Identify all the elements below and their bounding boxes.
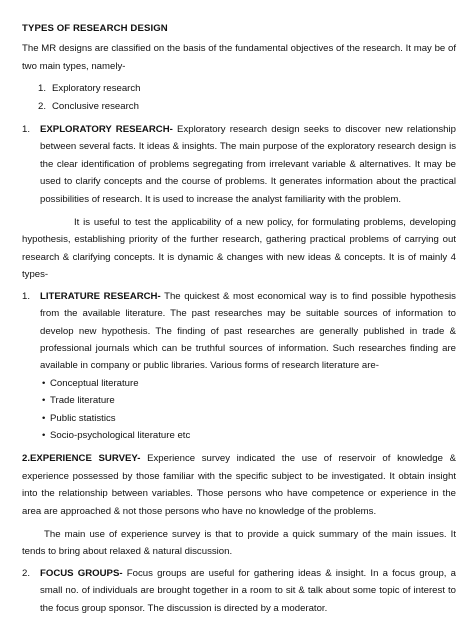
section-title: 2.EXPERIENCE SURVEY- (22, 453, 141, 465)
list-item-label: Conclusive research (52, 100, 139, 112)
experience-main-use-paragraph: The main use of experience survey is that to provide a quick summary of the main issues. It tends to bring about relaxed & natural discussion. (22, 528, 456, 558)
section-number: 1. (22, 124, 31, 136)
section-text: The quickest & most economical way is to find possible hypothesis from the available literature. The past researches may be suitable sources of information to develop new hypothesis. The finding of past researches are generally published in trade & professional journals which can be truthful sources of information. Such researches finding are available in company or public libraries. Various forms of research literature are- (40, 290, 456, 372)
section-title: LITERATURE RESEARCH- (40, 290, 161, 302)
section-text: Experience survey indicated the use of reservoir of knowledge & experience possessed by those familiar with the specific subject to be investigated. It obtain insight into the relationship between variables. Those persons who have competence or experience in the area are approached & not those persons who have no knowledge of the problems. (22, 453, 456, 517)
literature-forms-list (22, 375, 456, 445)
list-item (42, 392, 456, 409)
list-item-label: Trade literature (50, 395, 115, 407)
list-item (38, 80, 456, 97)
section-title: FOCUS GROUPS- (40, 567, 123, 579)
focus-section (22, 565, 456, 617)
literature-section (22, 288, 456, 375)
list-item (42, 375, 456, 392)
types-list (22, 80, 456, 115)
bullet-icon: • (42, 377, 46, 389)
list-item-label: Socio-psychological literature etc (50, 429, 191, 441)
document-heading: TYPES OF RESEARCH DESIGN (22, 23, 168, 34)
section-text: Focus groups are useful for gathering ideas & insight. In a focus group, a small no. of individuals are brought together in a room to sit & talk about some topic of interest to the focus group sponsor. The discussion is directed by a moderator. (40, 567, 456, 614)
list-item-label: Conceptual literature (50, 377, 139, 389)
intro-paragraph: The MR designs are classified on the basis of the fundamental objectives of the research. It may be of two main types, namely- (22, 43, 456, 72)
list-number: 2. (38, 100, 47, 112)
list-item-label: Exploratory research (52, 83, 141, 95)
list-item (38, 98, 456, 115)
section-number: 1. (22, 290, 31, 302)
list-number: 1. (38, 83, 47, 95)
bullet-icon: • (42, 395, 46, 407)
bullet-icon: • (42, 429, 46, 441)
list-item-label: Public statistics (50, 412, 116, 424)
list-item (42, 427, 456, 444)
section-number: 2. (22, 567, 31, 579)
section-text: Exploratory research design seeks to discover new relationship between several facts. It ideas & insights. The main purpose of the exploratory research design is the clear identification of problems segregating from irrelevant variable & alternatives. It may be used to clarify concepts and the course of problems. It generates information about the practical possibilities of research. It is used to increase the analyst familiarity with the problem. (40, 124, 456, 205)
experience-section (22, 450, 456, 520)
exploratory-section (22, 121, 456, 208)
section-title: EXPLORATORY RESEARCH- (40, 124, 173, 136)
list-item (42, 410, 456, 427)
useful-paragraph: It is useful to test the applicability of a new policy, for formulating problems, developing hypothesis, establishing priority of the further research, gathering practical problems of carrying out research & clarifying concepts. It is dynamic & changes with new ideas & concepts. It is of mainly 4 types- (22, 217, 456, 281)
bullet-icon: • (42, 412, 46, 424)
